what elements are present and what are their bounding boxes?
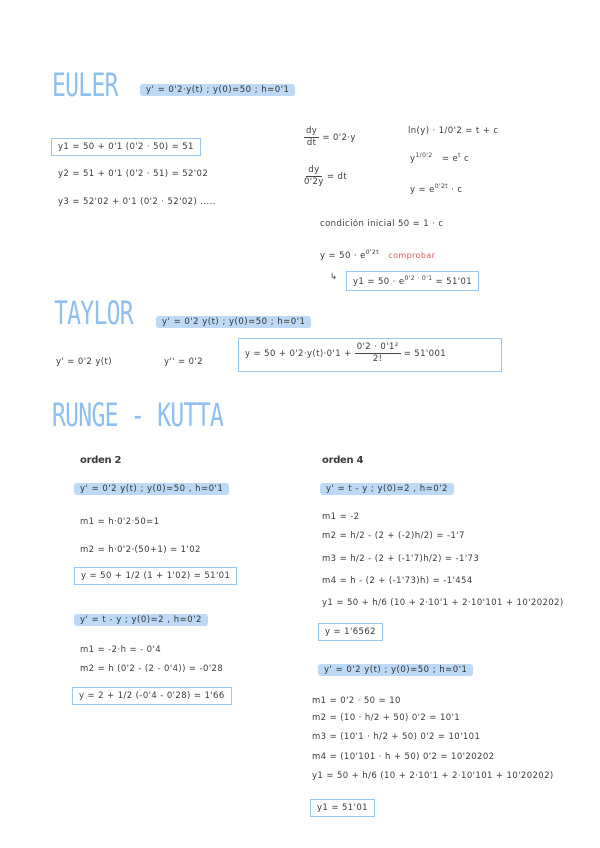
- euler-y2: y2 = 51 + 0'1 (0'2 · 51) = 52'02: [58, 169, 209, 179]
- euler-initial-condition: condición inicial 50 = 1 · c: [320, 219, 444, 229]
- rk-title: RUNGE - KUTTA: [52, 396, 223, 434]
- euler-title: EULER: [52, 66, 118, 104]
- check-end: = 51'01: [435, 276, 473, 287]
- rk-o4-header1: y' = t - y ; y(0)=2 , h=0'2: [320, 483, 454, 495]
- euler-general-solution: [410, 183, 462, 195]
- sol-sup: 0'2t: [365, 249, 379, 256]
- rk-o4-y: y1 = 50 + h/6 (10 + 2·10'1 + 2·10'101 + 10'20202): [322, 598, 564, 608]
- comprobar-note: comprobar: [388, 250, 436, 260]
- arrow-icon: ↳: [330, 272, 338, 282]
- taylor-result-left: y = 50 + 0'2·y(t)·0'1 +: [245, 349, 352, 359]
- exp-y: y: [410, 153, 416, 164]
- taylor-title: TAYLOR: [54, 294, 133, 332]
- dy2-numerator: dy: [308, 165, 320, 175]
- taylor-result-box: [238, 338, 502, 372]
- sol-y: y = 50 · e: [320, 250, 366, 261]
- dy2-denominator: 0'2y: [304, 177, 324, 187]
- check-lhs: y1 = 50 · e: [353, 276, 405, 287]
- exp-y-sup: 1/0'2: [415, 152, 433, 159]
- euler-check-box: [346, 271, 479, 291]
- euler-ode-integrate: [304, 165, 347, 188]
- euler-exp-form: [410, 152, 469, 164]
- euler-header: y' = 0'2·y(t) ; y(0)=50 ; h=0'1: [140, 84, 295, 96]
- gen-end: · c: [451, 184, 463, 195]
- taylor-frac-den: 2!: [372, 354, 383, 364]
- taylor-d1: y' = 0'2 y(t): [56, 357, 112, 367]
- rk-o2-m2: m2 = h·0'2·(50+1) = 1'02: [80, 545, 201, 555]
- taylor-header: y' = 0'2 y(t) ; y(0)=50 ; h=0'1: [156, 316, 311, 328]
- rk-o4-m3: m3 = h/2 - (2 + (-1'7)h/2) = -1'73: [322, 554, 480, 564]
- rk-orden2-label: orden 2: [80, 455, 122, 466]
- gen-y: y = e: [410, 184, 435, 195]
- euler-particular-solution: [320, 249, 435, 261]
- rk-orden4-label: orden 4: [322, 455, 364, 466]
- dy-numerator: dy: [306, 126, 318, 136]
- rk-o4-m2: m2 = h/2 - (2 + (-2)h/2) = -1'7: [322, 531, 465, 541]
- dy-denominator: dt: [306, 138, 317, 148]
- rk-o2-m1b: m1 = -2·h = - 0'4: [80, 645, 162, 655]
- rk-o4-n4: m4 = (10'101 · h + 50) 0'2 = 10'20202: [312, 752, 495, 762]
- rk-o4-m4: m4 = h - (2 + (-1'73)h) = -1'454: [322, 576, 473, 586]
- rk-o2-m2b: m2 = h (0'2 - (2 - 0'4)) = -0'28: [80, 664, 224, 674]
- rk-o4-n3: m3 = (10'1 · h/2 + 50) 0'2 = 10'101: [312, 732, 481, 742]
- rk-o2-result2-box: y = 2 + 1/2 (-0'4 - 0'28) = 1'66: [72, 687, 232, 705]
- rk-o4-m1: m1 = -2: [322, 512, 360, 522]
- check-sup: 0'2 · 0'1: [404, 275, 433, 282]
- rk-o4-y1: y1 = 50 + h/6 (10 + 2·10'1 + 2·10'101 + 10'20202): [312, 771, 554, 781]
- gen-sup: 0'2t: [434, 183, 449, 190]
- dy2-rhs: = dt: [326, 172, 348, 182]
- rk-o4-header2: y' = 0'2 y(t) ; y(0)=50 ; h=0'1: [318, 664, 473, 676]
- rk-o2-m1: m1 = h·0'2·50=1: [80, 517, 160, 527]
- rk-o4-n2: m2 = (10 · h/2 + 50) 0'2 = 10'1: [312, 713, 461, 723]
- taylor-d2: y'' = 0'2: [164, 357, 203, 367]
- exp-rhs-end: c: [464, 153, 470, 164]
- rk-o4-result1-box: y = 1'6562: [318, 623, 383, 641]
- dy-rhs: = 0'2·y: [322, 133, 356, 143]
- exp-rhs: = e: [441, 153, 459, 164]
- rk-o2-header2: y' = t - y ; y(0)=2 , h=0'2: [74, 614, 208, 626]
- rk-o4-n1: m1 = 0'2 · 50 = 10: [312, 696, 401, 706]
- euler-y3: y3 = 52'02 + 0'1 (0'2 · 52'02) .....: [58, 197, 216, 207]
- taylor-frac-num: 0'2 · 0'1²: [356, 342, 399, 352]
- taylor-result-right: = 51'001: [403, 349, 447, 359]
- rk-o4-result2-box: y1 = 51'01: [310, 799, 375, 817]
- rk-o2-result1-box: y = 50 + 1/2 (1 + 1'02) = 51'01: [74, 567, 237, 585]
- euler-y1-box: y1 = 50 + 0'1 (0'2 · 50) = 51: [51, 138, 201, 156]
- euler-ode-separated: [304, 126, 356, 149]
- rk-o2-header1: y' = 0'2 y(t) ; y(0)=50 , h=0'1: [74, 483, 229, 495]
- exp-rhs-sup: t: [458, 152, 461, 159]
- euler-ln: ln(y) · 1/0'2 = t + c: [408, 126, 499, 136]
